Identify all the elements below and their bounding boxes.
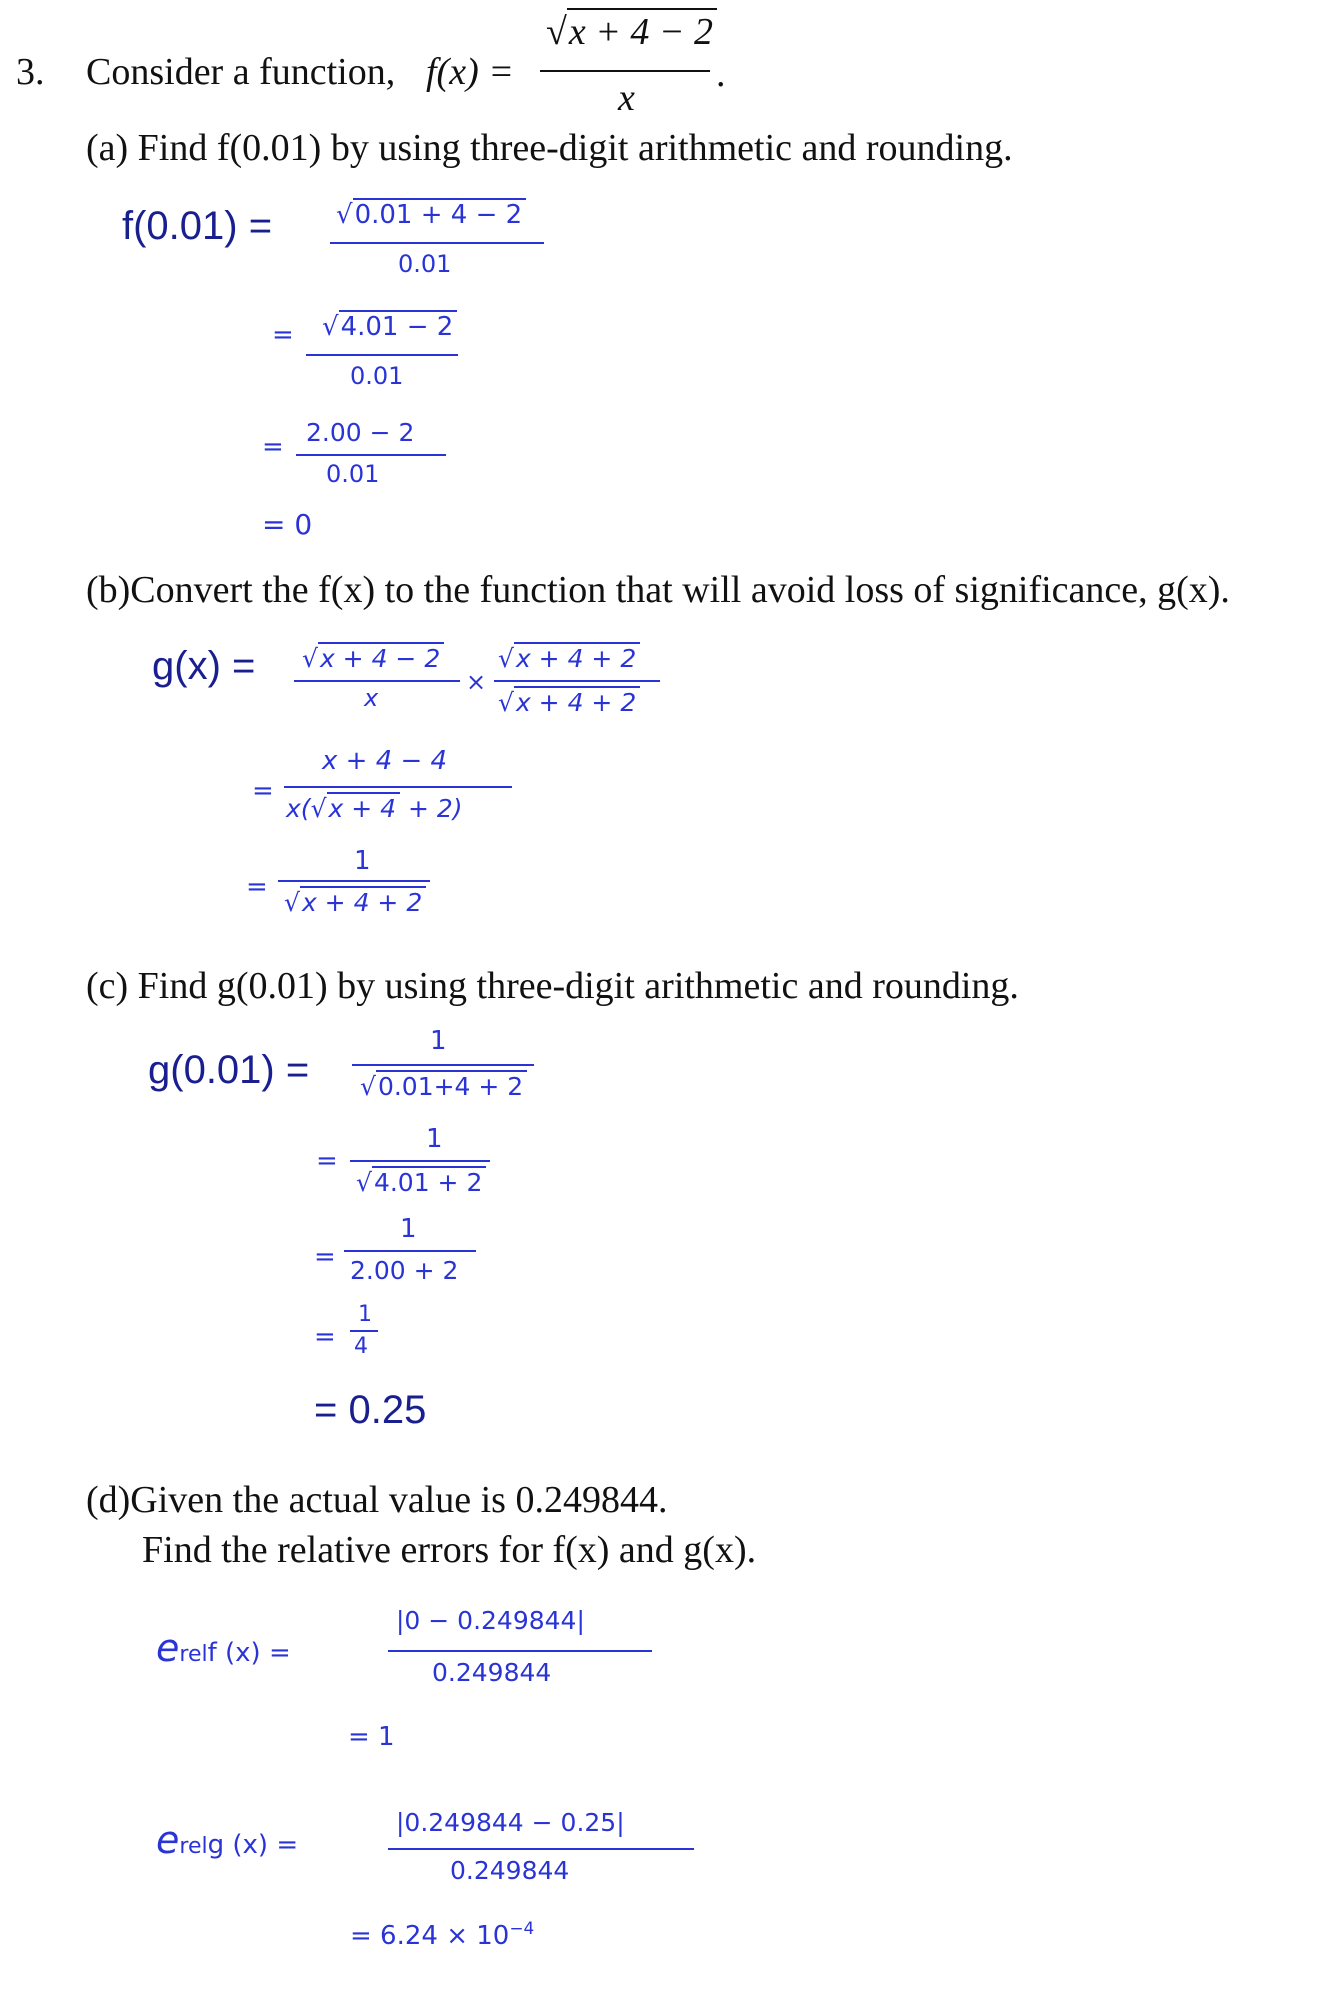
problem-intro: Consider a function,	[86, 51, 396, 93]
part-c-step3-denominator: 2.00 + 2	[350, 1256, 459, 1285]
function-f-denominator: x	[618, 77, 635, 119]
part-b-step2-bar	[284, 786, 512, 788]
part-c-step2-bar	[350, 1160, 490, 1162]
part-d-prompt-line1: (d)Given the actual value is 0.249844.	[86, 1479, 668, 1521]
part-d-f-denominator: 0.249844	[432, 1658, 552, 1687]
part-d-g-numerator: |0.249844 − 0.25|	[396, 1808, 625, 1837]
part-a-step3-bar	[296, 454, 446, 456]
part-d-f-lhs: erelf (x) =	[156, 1626, 291, 1670]
part-a-step1-numerator: √0.01 + 4 − 2	[336, 198, 526, 230]
part-c-step1-denominator: √0.01+4 + 2	[360, 1070, 527, 1101]
part-d-g-denominator: 0.249844	[450, 1856, 570, 1885]
part-a-lhs: f(0.01) =	[122, 204, 273, 248]
part-a-result: = 0	[262, 508, 313, 541]
part-d-g-bar	[388, 1848, 694, 1850]
part-c-step4-numerator: 1	[358, 1302, 372, 1327]
part-c-step2-eq: =	[316, 1146, 338, 1176]
part-a-prompt: (a) Find f(0.01) by using three-digit arithmetic and rounding.	[86, 127, 1013, 169]
part-b-lhs: g(x) =	[152, 644, 256, 688]
part-b-step1-numerator-b: √x + 4 + 2	[498, 642, 640, 673]
part-b-step1-denominator-b: √x + 4 + 2	[498, 686, 640, 717]
part-a-step3-denominator: 0.01	[326, 460, 380, 488]
part-c-step1-numerator: 1	[430, 1026, 447, 1056]
part-a-step2-denominator: 0.01	[350, 362, 404, 390]
part-c-step3-numerator: 1	[400, 1214, 417, 1244]
part-d-f-result: = 1	[348, 1722, 395, 1752]
part-b-step2-eq: =	[252, 776, 274, 806]
part-a-step1-bar	[330, 242, 544, 244]
function-f-fraction-bar	[540, 70, 710, 72]
part-b-step3-denominator: √x + 4 + 2	[284, 886, 426, 917]
part-c-step3-eq: =	[314, 1242, 336, 1272]
part-a-step3-eq: =	[262, 432, 284, 462]
part-c-step1-bar	[352, 1064, 534, 1066]
part-a-step1-denominator: 0.01	[398, 250, 452, 278]
part-b-step1-numerator-a: √x + 4 − 2	[302, 642, 444, 673]
problem-number: 3.	[16, 51, 45, 93]
part-b-step3-numerator: 1	[354, 846, 371, 876]
part-b-times-sign: ×	[466, 668, 487, 696]
part-b-step2-denominator: x(√x + 4 + 2)	[286, 794, 463, 823]
part-a-step2-bar	[306, 354, 458, 356]
part-c-step2-numerator: 1	[426, 1124, 443, 1154]
part-c-result: = 0.25	[314, 1388, 427, 1432]
part-d-f-bar	[388, 1650, 652, 1652]
part-a-step2-numerator: √4.01 − 2	[322, 310, 457, 342]
function-f-period: .	[716, 53, 726, 95]
part-b-step1-denominator-a: x	[364, 684, 379, 712]
part-c-step3-bar	[344, 1250, 476, 1252]
sqrt-symbol: √	[546, 11, 567, 53]
part-b-step3-bar	[278, 880, 430, 882]
part-d-g-result: = $6.24 \times 10^{-4}$	[350, 1918, 535, 1952]
part-c-prompt: (c) Find g(0.01) by using three-digit arithmetic and rounding.	[86, 965, 1019, 1007]
part-c-step4-eq: =	[314, 1322, 336, 1352]
part-a-step3-numerator: 2.00 − 2	[306, 418, 415, 447]
part-d-f-numerator: |0 − 0.249844|	[396, 1606, 585, 1635]
part-a-step2-eq: =	[272, 320, 294, 350]
function-f-numerator	[546, 8, 717, 54]
part-c-lhs: g(0.01) =	[148, 1048, 310, 1092]
part-c-step4-bar	[350, 1330, 378, 1332]
part-c-step4-denominator: 4	[354, 1334, 368, 1359]
part-b-prompt: (b)Convert the f(x) to the function that will avoid loss of significance, g(x).	[86, 569, 1230, 611]
part-c-step2-denominator: √4.01 + 2	[356, 1166, 486, 1197]
part-b-step3-eq: =	[246, 872, 268, 902]
part-b-step1-bar-a	[294, 680, 460, 682]
part-d-g-lhs: erelg (x) =	[156, 1818, 299, 1862]
part-b-step2-numerator: x + 4 − 4	[322, 746, 448, 776]
part-b-step1-bar-b	[494, 680, 660, 682]
part-d-prompt-line2: Find the relative errors for f(x) and g(x).	[142, 1529, 757, 1571]
function-f-lhs: f(x) =	[426, 51, 514, 93]
radicand: x + 4 − 2	[567, 8, 717, 54]
